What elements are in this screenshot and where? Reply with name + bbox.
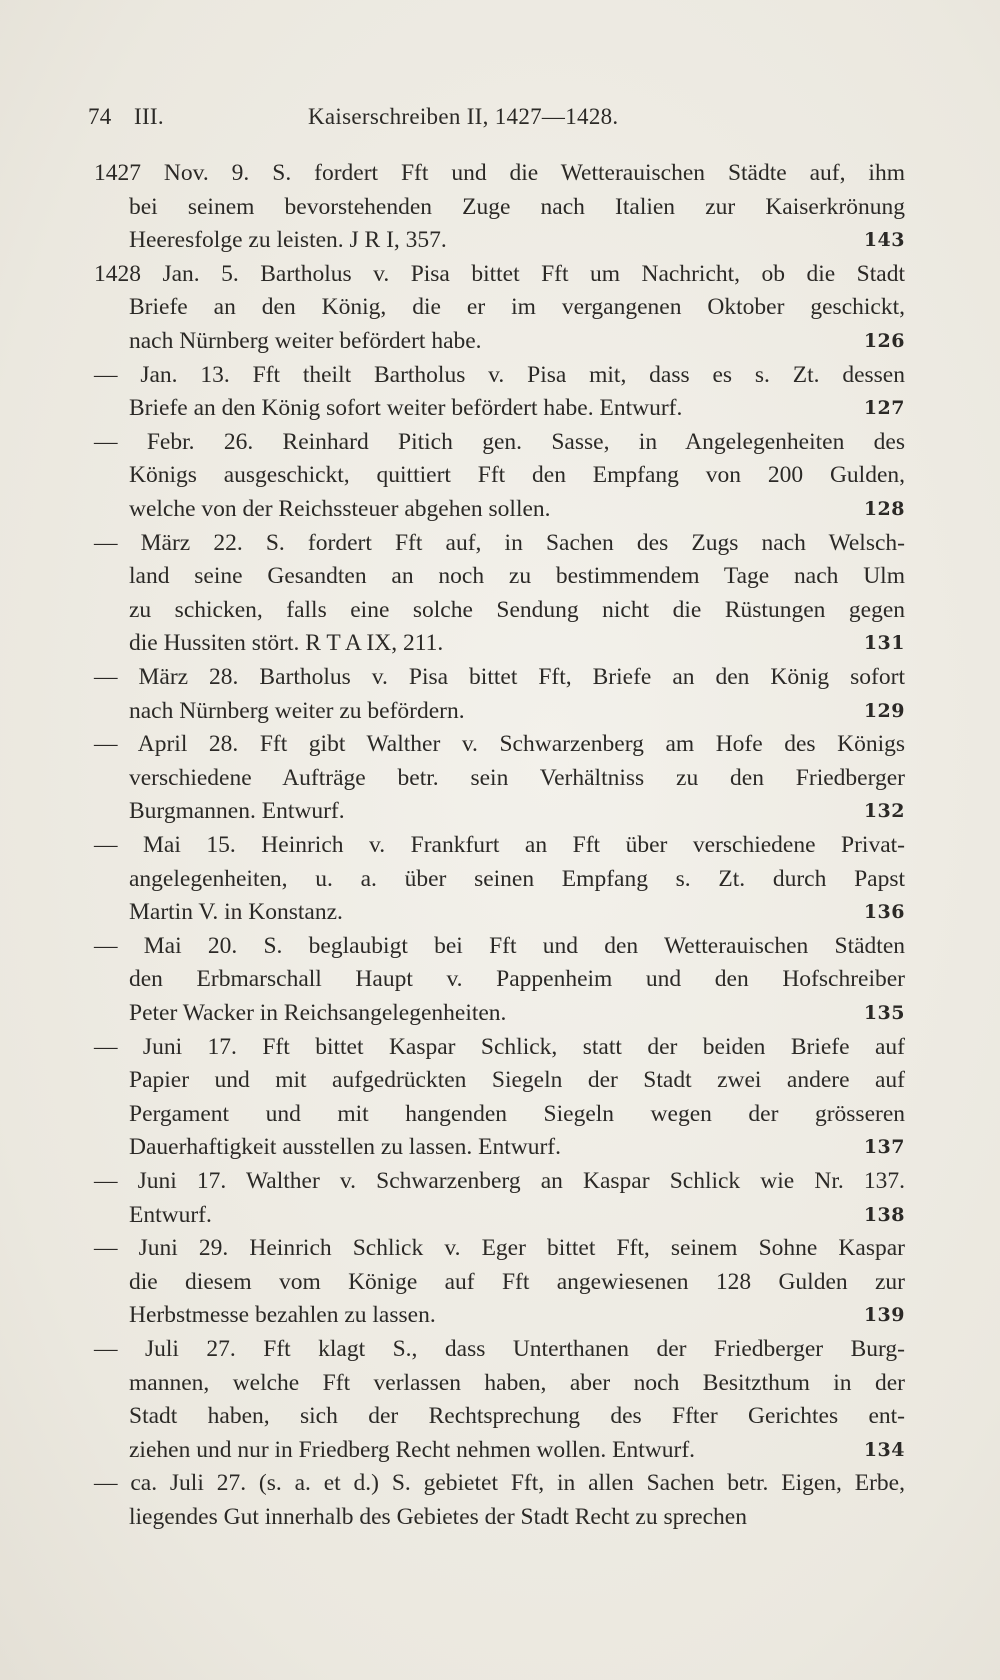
entry-text: Stadt haben, sich der Rechtsprechung des Ffter Gerichtes ent- — [129, 1403, 905, 1430]
entry-line — [129, 1298, 905, 1332]
running-title: Kaiserschreiben II, 1427—1428. — [308, 104, 619, 129]
entry-text: liegendes Gut innerhalb des Gebietes der Stadt Recht zu sprechen — [129, 1504, 747, 1530]
entry-line — [129, 862, 905, 896]
entry-line — [129, 1097, 905, 1131]
entry-text: Heeresfolge zu leisten. J R I, 357. — [129, 227, 447, 254]
entry-line — [129, 996, 905, 1030]
entry-first-line — [94, 1332, 905, 1366]
entry-text: den Erbmarschall Haupt v. Pappenheim und den Hofschreiber — [129, 966, 905, 993]
entry-text: Entwurf. — [129, 1201, 212, 1228]
entry-text: — ca. Juli 27. (s. a. et d.) S. gebietet Fft, in allen Sachen betr. Eigen, Erbe, — [94, 1470, 905, 1497]
entry-text: mannen, welche Fft verlassen haben, aber noch Besitzthum in der — [129, 1369, 905, 1396]
entry-line — [129, 761, 905, 795]
entry-text: Briefe an den König, die er im vergangenen Oktober geschickt, — [129, 294, 905, 321]
entry-text: Briefe an den König sofort weiter befördert habe. Entwurf. — [129, 395, 683, 422]
entry-line — [129, 223, 905, 257]
entry-number: 143 — [863, 229, 905, 252]
entry-text: Burgmannen. Entwurf. — [129, 798, 345, 825]
entry-text: Dauerhaftigkeit ausstellen zu lassen. Entwurf. — [129, 1134, 561, 1161]
entry-text: bei seinem bevorstehenden Zuge nach Italien zur Kaiserkrönung — [129, 193, 905, 220]
entry-number: 134 — [863, 1438, 905, 1461]
entry-number: 131 — [863, 632, 905, 655]
entry-first-line — [94, 727, 905, 761]
entry-line — [129, 1130, 905, 1164]
entry-first-line — [94, 358, 905, 392]
entry-line — [129, 1063, 905, 1097]
entry-line — [129, 559, 905, 593]
entry-text: — Jan. 13. Fft theilt Bartholus v. Pisa mit, dass es s. Zt. dessen — [94, 361, 905, 388]
entry-text: 1428 Jan. 5. Bartholus v. Pisa bittet Fft um Nachricht, ob die Stadt — [94, 260, 905, 287]
entry-text: zu schicken, falls eine solche Sendung nicht die Rüstungen gegen — [129, 596, 905, 623]
entry-line — [129, 694, 905, 728]
chapter-label: III. — [134, 104, 164, 129]
entry-number: 137 — [863, 1136, 905, 1159]
entry-line — [129, 794, 905, 828]
entry-number: 129 — [863, 699, 905, 722]
entry-text: — Febr. 26. Reinhard Pitich gen. Sasse, in Angelegenheiten des — [94, 428, 905, 455]
entry-line — [129, 190, 905, 224]
entry-line — [129, 895, 905, 929]
entry-text: Papier und mit aufgedrückten Siegeln der Stadt zwei andere auf — [129, 1067, 905, 1094]
entry-text: Peter Wacker in Reichsangelegenheiten. — [129, 1000, 507, 1026]
entry-first-line — [94, 1164, 905, 1198]
entry-first-line — [94, 660, 905, 694]
entry-first-line — [94, 828, 905, 862]
entry-first-line — [94, 425, 905, 459]
entry-text: Pergament und mit hangenden Siegeln wegen der grösseren — [129, 1100, 905, 1127]
entry-number: 126 — [863, 330, 905, 352]
entry-first-line — [94, 1231, 905, 1265]
entry-text: die diesem vom Könige auf Fft angewiesenen 128 Gulden zur — [129, 1268, 905, 1295]
entry-text: — Juni 29. Heinrich Schlick v. Eger bittet Fft, seinem Sohne Kaspar — [94, 1235, 905, 1262]
entry-text: nach Nürnberg weiter zu befördern. — [129, 697, 465, 724]
entry-line — [129, 1399, 905, 1433]
entry-line — [129, 1500, 905, 1534]
entry-first-line — [94, 1466, 905, 1500]
entry-text: — Mai 15. Heinrich v. Frankfurt an Fft über verschiedene Privat- — [94, 832, 905, 858]
entry-number: 135 — [863, 1002, 905, 1024]
entry-text: — Juni 17. Walther v. Schwarzenberg an Kaspar Schlick wie Nr. 137. — [94, 1168, 905, 1194]
entry-number: 127 — [863, 397, 905, 420]
entry-text: verschiedene Aufträge betr. sein Verhältniss zu den Friedberger — [129, 764, 905, 791]
entry-text: angelegenheiten, u. a. über seinen Empfang s. Zt. durch Papst — [129, 865, 905, 892]
entry-first-line — [94, 929, 905, 963]
entry-text: Herbstmesse bezahlen zu lassen. — [129, 1302, 436, 1329]
entry-first-line — [94, 526, 905, 560]
entry-text: die Hussiten stört. R T A IX, 211. — [129, 630, 444, 657]
entry-text: — April 28. Fft gibt Walther v. Schwarzenberg am Hofe des Königs — [94, 731, 905, 758]
entry-line — [129, 626, 905, 660]
entry-number: 132 — [863, 800, 905, 823]
entry-text: — März 22. S. fordert Fft auf, in Sachen des Zugs nach Welsch- — [94, 529, 905, 556]
entry-line — [129, 1265, 905, 1299]
entry-number: 138 — [863, 1203, 905, 1226]
page-number: 74 — [88, 104, 112, 129]
entry-line — [129, 492, 905, 526]
entry-line — [129, 1366, 905, 1400]
entry-text: — März 28. Bartholus v. Pisa bittet Fft, Briefe an den König sofort — [94, 664, 905, 690]
entry-line — [129, 391, 905, 425]
entry-line — [129, 324, 905, 358]
entry-number: 139 — [863, 1304, 905, 1327]
entry-line — [129, 962, 905, 996]
entry-number: 136 — [863, 901, 905, 924]
entry-line — [129, 1433, 905, 1467]
entry-line — [129, 290, 905, 324]
entry-text: ziehen und nur in Friedberg Recht nehmen wollen. Entwurf. — [129, 1436, 696, 1463]
entry-text: — Juni 17. Fft bittet Kaspar Schlick, statt der beiden Briefe auf — [94, 1033, 905, 1060]
entry-text: Martin V. in Konstanz. — [129, 899, 343, 926]
entry-line — [129, 593, 905, 627]
entry-text: nach Nürnberg weiter befördert habe. — [129, 328, 482, 354]
entry-line — [129, 458, 905, 492]
entry-first-line — [94, 257, 905, 291]
entry-text: welche von der Reichssteuer abgehen sollen. — [129, 496, 551, 522]
entry-text: 1427 Nov. 9. S. fordert Fft und die Wetterauischen Städte auf, ihm — [94, 160, 905, 186]
entry-number: 128 — [863, 498, 905, 520]
entry-line — [129, 1198, 905, 1232]
entry-text: Königs ausgeschickt, quittiert Fft den Empfang von 200 Gulden, — [129, 462, 905, 489]
entry-text: land seine Gesandten an noch zu bestimmendem Tage nach Ulm — [129, 563, 905, 590]
entry-text: — Juli 27. Fft klagt S., dass Unterthanen der Friedberger Burg- — [94, 1336, 905, 1362]
entry-text: — Mai 20. S. beglaubigt bei Fft und den Wetterauischen Städten — [94, 932, 905, 959]
entry-first-line — [94, 156, 905, 190]
entry-first-line — [94, 1030, 905, 1064]
